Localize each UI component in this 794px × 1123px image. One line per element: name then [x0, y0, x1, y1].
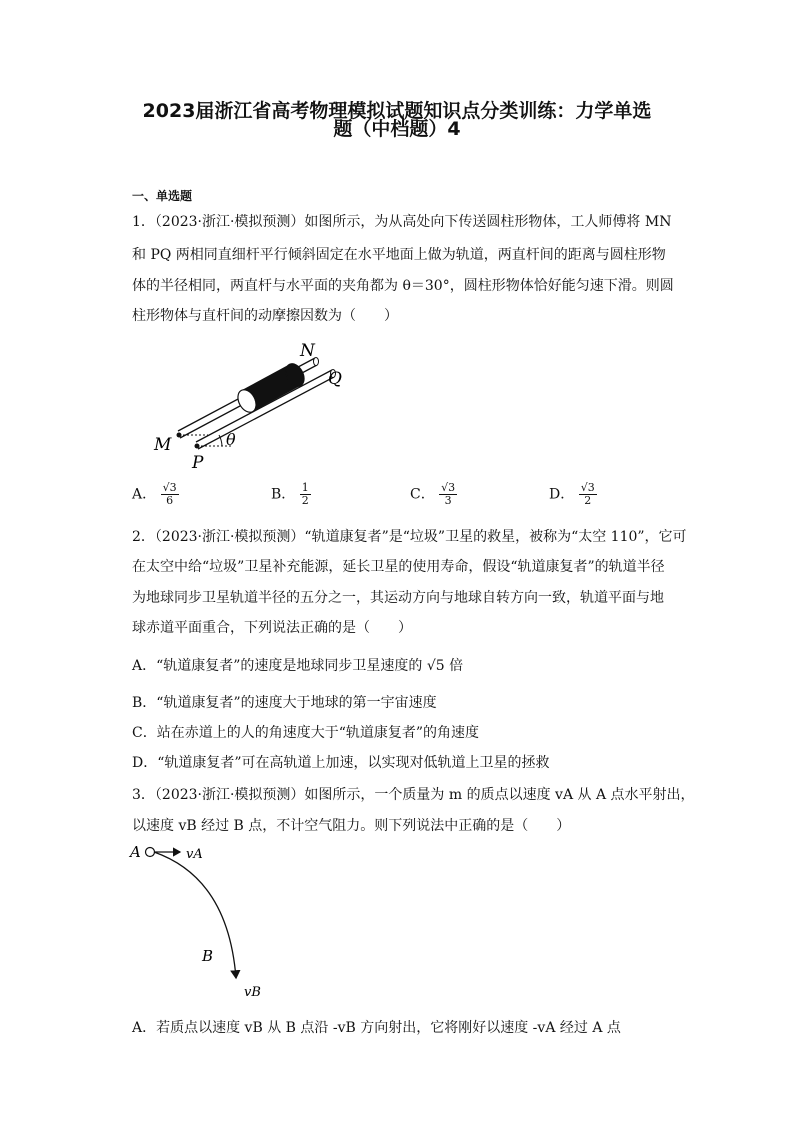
q1-choice-a: A． $\frac{√3}{6}$: [132, 481, 177, 508]
q1-choice-b: B． $\frac{1}{2}$: [271, 481, 309, 508]
label-b: B: [202, 947, 214, 965]
q2-option-c: C．站在赤道上的人的角速度大于“轨道康复者”的角速度: [132, 725, 480, 741]
trajectory-curve: [154, 852, 236, 978]
point-a: [146, 848, 155, 857]
q3-figure-projectile: [128, 838, 288, 1008]
q2-option-a: A．“轨道康复者”的速度是地球同步卫星速度的 √5 倍: [132, 658, 464, 674]
label-a: A: [130, 843, 141, 861]
label-q: Q: [328, 369, 342, 389]
q2-line1: 2．（2023·浙江·模拟预测）“轨道康复者”是“垃圾”卫星的救星，被称为“太空 110”，它可: [132, 529, 687, 545]
q2-line3: 为地球同步卫星轨道半径的五分之一，其运动方向与地球自转方向一致，轨道平面与地: [132, 590, 664, 606]
section-heading: 一、单选题: [132, 189, 193, 203]
q1-line1: 1．（2023·浙江·模拟预测）如图所示，为从高处向下传送圆柱形物体，工人师傅将 MN: [132, 214, 672, 230]
q1-line3: 体的半径相同，两直杆与水平面的夹角都为 θ＝30°，圆柱形物体恰好能匀速下滑。则圆: [132, 278, 674, 294]
q1-choice-c: C． $\frac{√3}{3}$: [410, 481, 456, 508]
q2-line2: 在太空中给“垃圾”卫星补充能源，延长卫星的使用寿命，假设“轨道康复者”的轨道半径: [132, 559, 665, 575]
q3-line1: 3．（2023·浙江·模拟预测）如图所示，一个质量为 m 的质点以速度 vA 从 A 点水平射出，: [132, 787, 695, 803]
q1-figure-incline-rods: [150, 340, 360, 475]
label-m: M: [154, 435, 172, 455]
label-theta: θ: [226, 430, 236, 449]
label-n: N: [300, 341, 315, 361]
page-title-line1: 2023届浙江省高考物理模拟试题知识点分类训练：力学单选: [142, 100, 652, 122]
q2-line4: 球赤道平面重合，下列说法正确的是（ ）: [132, 620, 412, 636]
q2-option-d: D．“轨道康复者”可在高轨道上加速，以实现对低轨道上卫星的拯救: [132, 755, 550, 771]
label-p: P: [192, 453, 204, 473]
label-vb: vB: [244, 985, 261, 1000]
q3-line2: 以速度 vB 经过 B 点，不计空气阻力。则下列说法中正确的是（ ）: [132, 818, 571, 834]
q1-choice-d: D． $\frac{√3}{2}$: [549, 481, 595, 508]
page-title-line2: 题（中档题）4: [333, 118, 461, 140]
q1-line2: 和 PQ 两相同直细杆平行倾斜固定在水平地面上做为轨道，两直杆间的距离与圆柱形物: [132, 247, 666, 263]
q3-option-a: A．若质点以速度 vB 从 B 点沿 -vB 方向射出，它将刚好以速度 -vA 经过 A 点: [132, 1020, 621, 1036]
q2-option-b: B．“轨道康复者”的速度大于地球的第一宇宙速度: [132, 695, 437, 711]
label-va: vA: [186, 847, 203, 862]
q1-line4: 柱形物体与直杆间的动摩擦因数为（ ）: [132, 308, 398, 324]
